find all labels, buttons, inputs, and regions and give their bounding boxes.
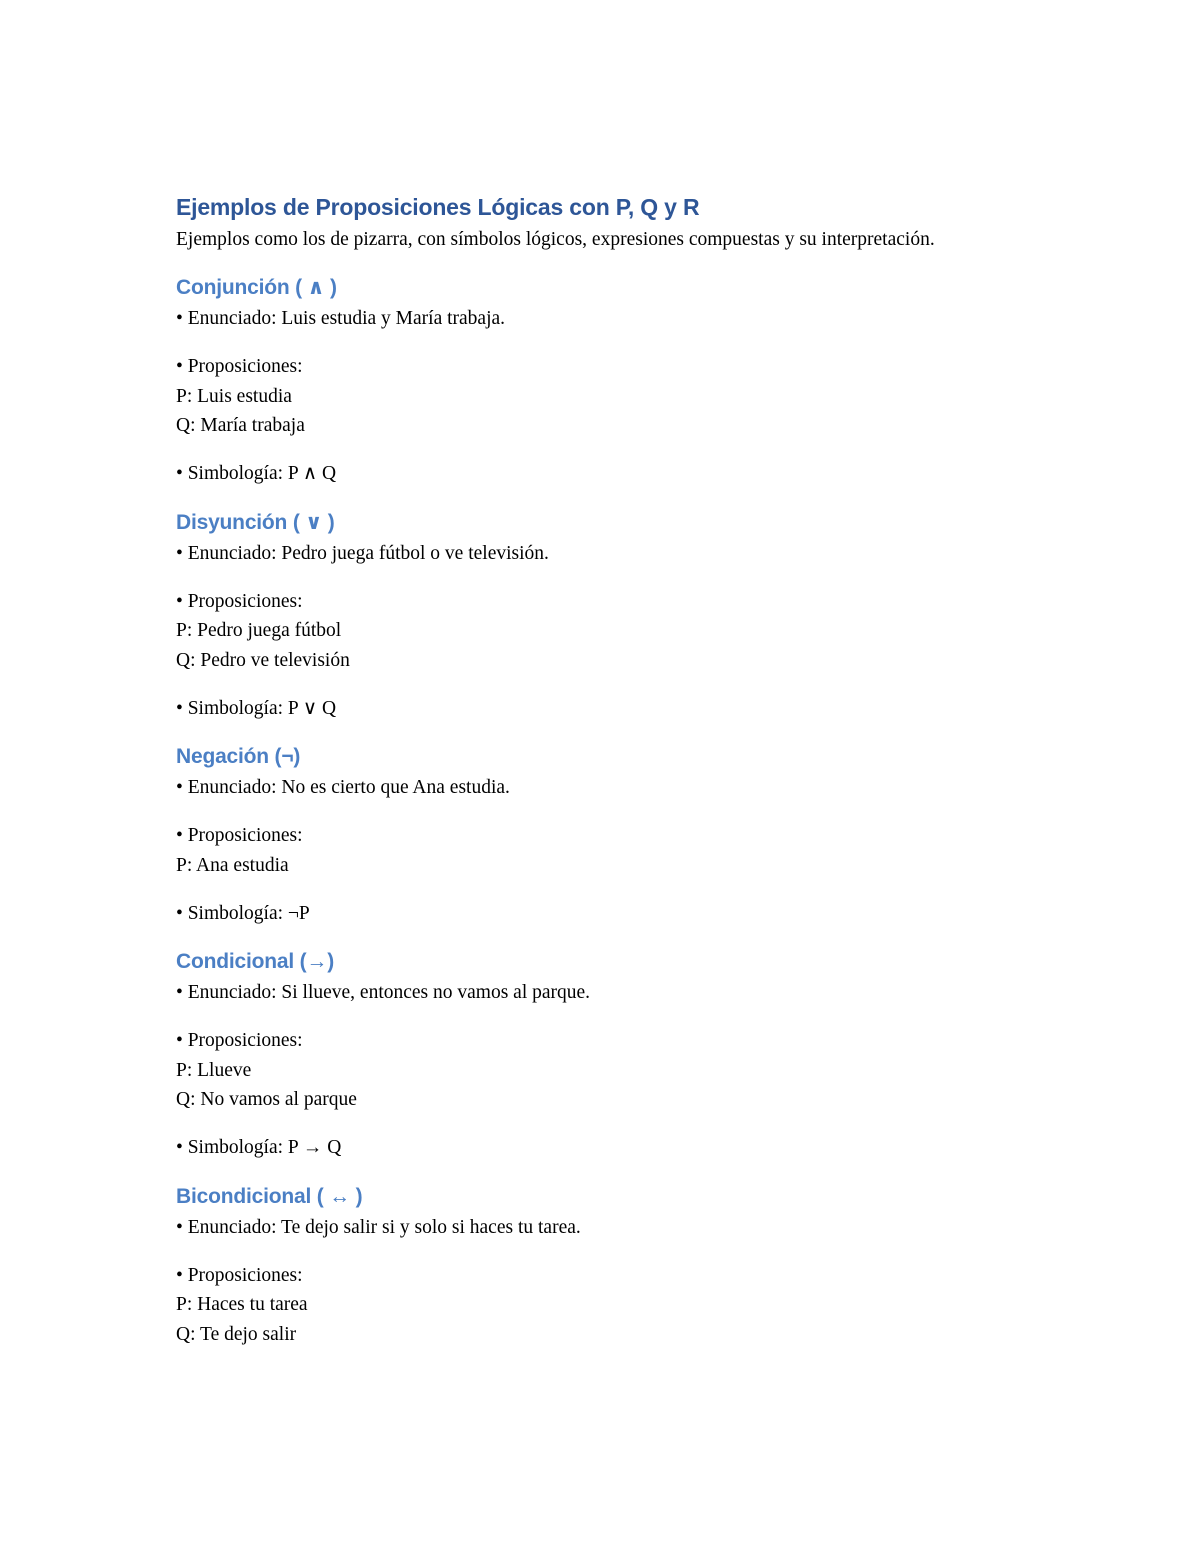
proposition-line: Q: Te dejo salir [176, 1323, 297, 1345]
section-heading: Bicondicional ( ↔ ) [176, 1184, 363, 1208]
section-conjuncion [176, 272, 976, 489]
section-condicional [176, 946, 976, 1163]
proposition-line: P: Ana estudia [176, 854, 289, 876]
statement-line: • Enunciado: Pedro juega fútbol o ve televisión. [176, 542, 549, 564]
section-negacion [176, 741, 976, 928]
proposition-line: P: Llueve [176, 1059, 252, 1081]
proposition-line: P: Pedro juega fútbol [176, 620, 342, 641]
propositions-label: • Proposiciones: [176, 590, 303, 612]
symbology-line: • Simbología: P → Q [176, 1137, 342, 1158]
document-subtitle: Ejemplos como los de pizarra, con símbolos lógicos, expresiones compuestas y su interpretación. [176, 229, 935, 250]
proposition-line: P: Luis estudia [176, 385, 292, 407]
section-bicondicional [176, 1181, 976, 1350]
symbology-line: • Simbología: P ∧ Q [176, 463, 337, 484]
statement-line: • Enunciado: Si llueve, entonces no vamos al parque. [176, 982, 591, 1003]
document-title: Ejemplos de Proposiciones Lógicas con P, Q y R [176, 194, 700, 220]
symbology-line: • Simbología: ¬P [176, 902, 310, 924]
statement-line: • Enunciado: No es cierto que Ana estudia. [176, 777, 510, 798]
symbology-line: • Simbología: P ∨ Q [176, 697, 337, 719]
section-heading: Disyunción ( ∨ ) [176, 510, 335, 534]
section-heading: Condicional (→) [176, 950, 334, 973]
propositions-label: • Proposiciones: [176, 825, 303, 846]
propositions-label: • Proposiciones: [176, 1030, 303, 1051]
proposition-line: Q: No vamos al parque [176, 1089, 357, 1110]
proposition-line: P: Haces tu tarea [176, 1294, 308, 1315]
propositions-label: • Proposiciones: [176, 1264, 303, 1286]
statement-line: • Enunciado: Luis estudia y María trabaja. [176, 308, 506, 329]
propositions-label: • Proposiciones: [176, 356, 303, 377]
section-heading: Negación (¬) [176, 745, 301, 768]
statement-line: • Enunciado: Te dejo salir si y solo si haces tu tarea. [176, 1216, 581, 1238]
proposition-line: Q: Pedro ve televisión [176, 649, 350, 671]
section-disyuncion [176, 507, 976, 724]
document-page [176, 191, 976, 1349]
proposition-line: Q: María trabaja [176, 415, 305, 436]
section-heading: Conjunción ( ∧ ) [176, 276, 337, 299]
